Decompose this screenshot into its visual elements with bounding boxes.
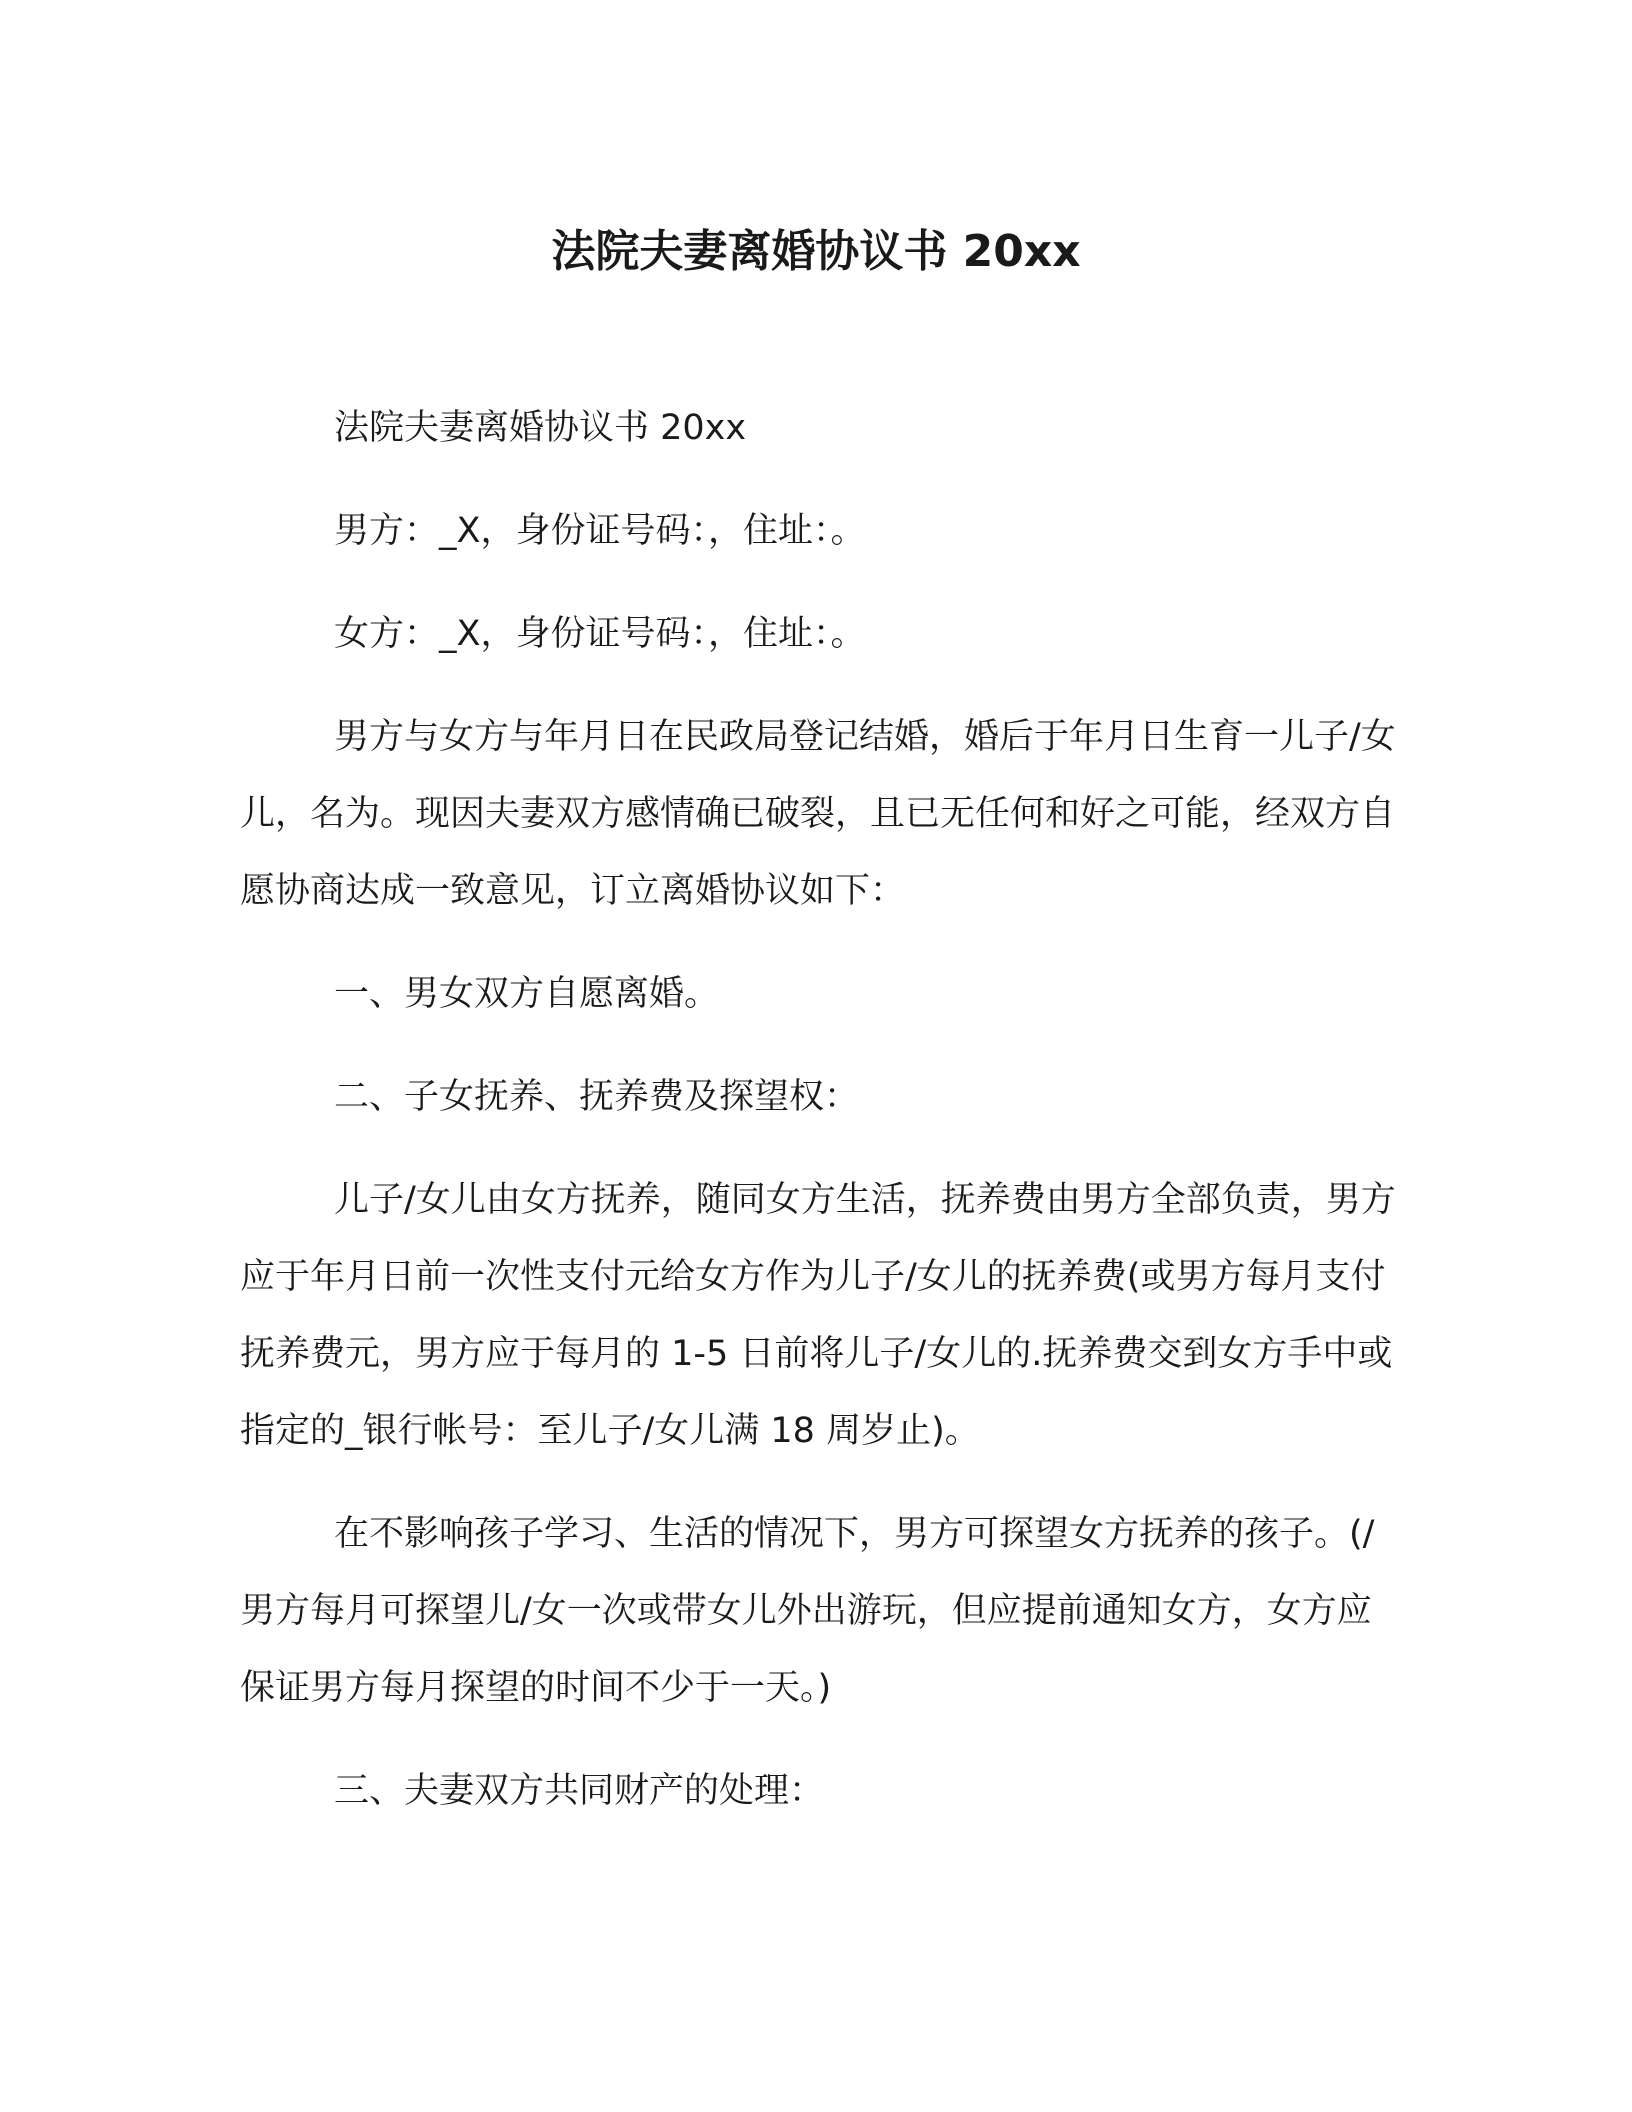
paragraph-female-party: 女方：_X，身份证号码：，住址：。 bbox=[334, 614, 866, 654]
document-body bbox=[240, 390, 1396, 1856]
paragraph-clause-two: 二、子女抚养、抚养费及探望权： bbox=[334, 1077, 860, 1117]
paragraph-male-party: 男方：_X，身份证号码：，住址：。 bbox=[334, 511, 866, 551]
document-title: 法院夫妻离婚协议书 20xx bbox=[551, 226, 1081, 277]
paragraph-visitation: 在不影响孩子学习、生活的情况下，男方可探望女方抚养的孩子。(/男方每月可探望儿/女一次或带女儿外出游玩，但应提前通知女方，女方应保证男方每月探望的时间不少于一天。) bbox=[240, 1514, 1375, 1708]
paragraph-marriage-statement: 男方与女方与年月日在民政局登记结婚，婚后于年月日生育一儿子/女儿，名为。现因夫妻双方感情确已破裂，且已无任何和好之可能，经双方自愿协商达成一致意见，订立离婚协议如下： bbox=[240, 717, 1396, 911]
paragraph-clause-one: 一、男女双方自愿离婚。 bbox=[334, 974, 720, 1014]
paragraph-heading: 法院夫妻离婚协议书 20xx bbox=[334, 408, 747, 448]
paragraph-child-support: 儿子/女儿由女方抚养，随同女方生活，抚养费由男方全部负责，男方应于年月日前一次性支付元给女方作为儿子/女儿的抚养费(或男方每月支付抚养费元，男方应于每月的 1-5 日前将儿子/女儿的.抚养费交到女方手中或指定的_银行帐号：至儿子/女儿满 18 周岁止)。 bbox=[240, 1180, 1396, 1451]
paragraph-clause-three: 三、夫妻双方共同财产的处理： bbox=[334, 1771, 825, 1811]
